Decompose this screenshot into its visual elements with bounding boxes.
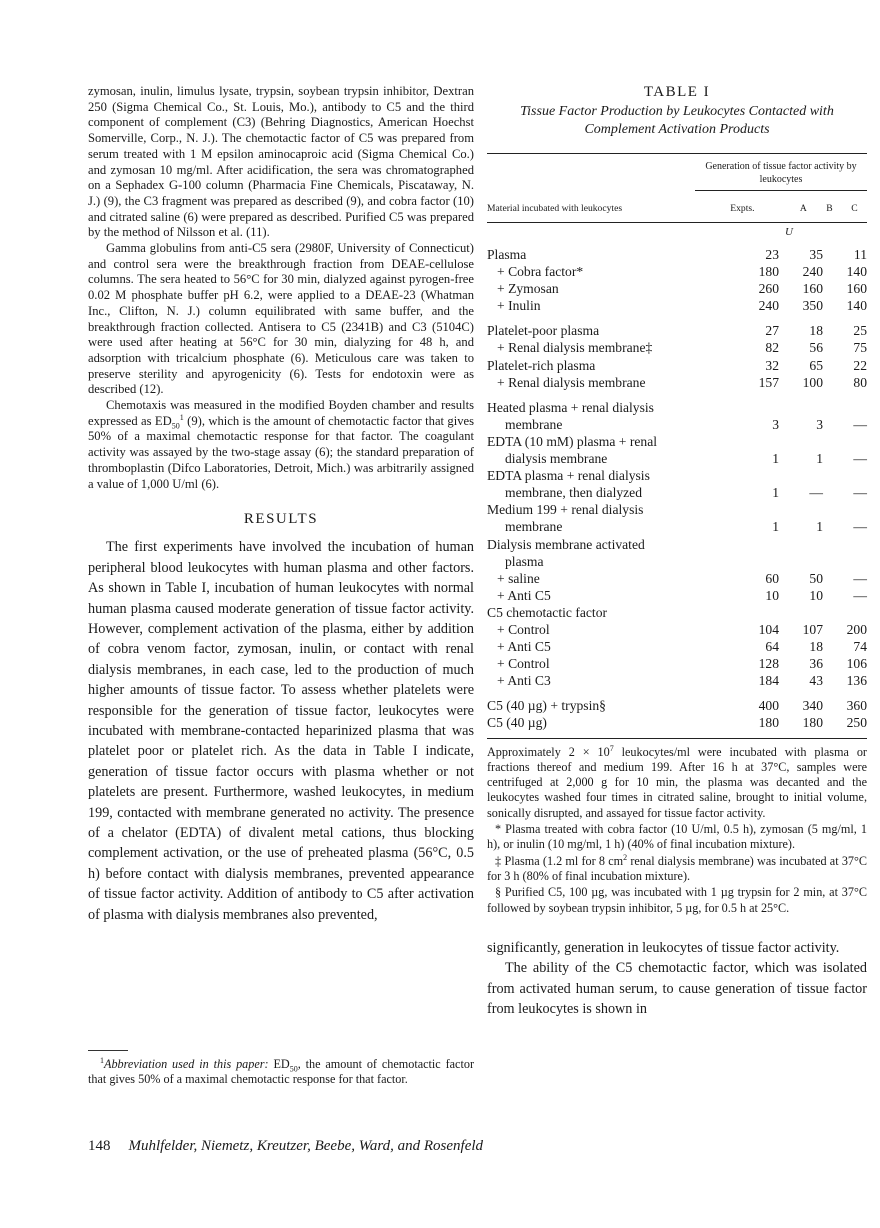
table-bottom-rule [487,738,867,739]
cell-a: 3 [772,416,779,432]
table-row [487,604,867,621]
cell-b: 340 [802,698,823,714]
row-label: + Control [497,621,550,637]
table-row [487,357,867,374]
table-row [487,322,867,339]
cell-c: 75 [853,340,867,356]
methods-paragraph: zymosan, inulin, limulus lysate, trypsin, soybean trypsin inhibitor, Dextran 250 (Sigma Chemical Co., St. Louis, Mo.), antibody to C5 and the third component of complement (C3) (Behring Diagnostics, American Hoechst Somerville, Corp., N. J.). The chemotactic factor of C5 was prepared from serum treated with 1 M epsilon aminocaproic acid (Sigma Chemical Co.) and zymosan 10 mg/ml. After acidification, the sera was chromatographed on a Sephadex G-100 column (Pharmacia Fine Chemicals, Piscataway, N. J.) (9), the C3 fragment was prepared as described (9), and cobra factor (10) and citrated saline (6) were prepared as described. Purified C5 was prepared by the method of Nilsson et al. (11). [88,84,474,240]
row-label: membrane [505,416,563,432]
cell-c: 106 [846,656,867,672]
cell-b: 56 [809,340,823,356]
cell-a: 240 [758,298,779,314]
cell-b: 18 [809,639,823,655]
row-label: Medium 199 + renal dialysis [487,502,644,518]
next-paragraph: The ability of the C5 chemotactic factor, which was isolated from activated human serum, to cause generation of tissue factor from leukocytes is shown in [487,960,867,1018]
table-row [487,655,867,672]
cell-b: 65 [809,357,823,373]
table-row [487,399,867,416]
row-label: + Cobra factor* [497,264,584,280]
cell-c: 140 [846,298,867,314]
continuation-paragraph: significantly, generation in leukocytes of tissue factor activity. [487,939,840,956]
cell-a: 1 [772,485,779,501]
table-row-continuation [487,450,867,467]
cell-b: 100 [802,374,823,390]
page-number: 148 [88,1138,111,1154]
column-header: B [826,203,833,214]
table-row [487,714,867,731]
footnote-rule [88,1050,128,1051]
cell-b: 160 [802,281,823,297]
left-column [88,84,474,925]
results-paragraph: The first experiments have involved the incubation of human peripheral blood leukocytes with human plasma and other factors. As shown in Table I, incubation of human leukocytes with normal human plasma caused moderate generation of tissue factor activity. However, complement activation of the plasma, either by addition of cobra venom factor, zymosan, inulin, or contact with renal dialysis membranes, in each case, led to the production of much higher amounts of tissue factor. To assess whether platelets were responsible for the generation of tissue factor, leukocytes were incubated with membrane-contacted heparinized plasma that was platelet poor or platelet rich. As the data in Table I indicate, generation of tissue factor occurs with plasma whether or not platelets are present. Furthermore, washed leukocytes, in medium 199, contacted with membrane generated no activity. The presence of a chelator (EDTA) of divalent metal cations, thus blocking complement activation, or the use of preheated plasma (56°C, 0.5 h) before contact with dialysis membranes, prevented appearance of tissue factor activity. Addition of antibody to C5 after activation of plasma with dialysis membranes also prevented, [88,539,474,923]
table-label: TABLE I [643,84,711,100]
cell-a: 184 [758,673,779,689]
cell-a: 64 [765,639,779,655]
row-label: + Renal dialysis membrane‡ [497,340,653,356]
table-row [487,263,867,280]
row-label: EDTA (10 mM) plasma + renal [487,433,658,449]
cell-b: 10 [809,587,823,603]
table-row [487,246,867,263]
page-footer [88,1138,483,1155]
footnote-text: $^1$Abbreviation used in this paper: $ED_{50}$, the amount of chemotactic factor that gives 50% of a maximal chemotactic response for that factor. [88,1055,475,1086]
row-label: + Anti C5 [497,587,551,603]
row-label: Plasma [487,247,527,262]
cell-a: 23 [765,247,779,262]
methods-paragraph: Gamma globulins from anti-C5 sera (2980F, University of Connecticut) and control sera were the breakthrough fraction from DEAE-cellulose columns. The sera heated to 56°C for 30 min, dialyzed against pyrogen-free 0.02 M phosphate buffer pH 6.2, were applied to a DEAE-23 (Whatman Inc., Clifton, N. J.) column equilibrated with same buffer, and the breakthrough fraction collected. Antisera to C5 (2341B) and C3 (5104C) were used after heating at 56°C for 30 min, dialyzing for 48 h, and adsorption with tricalcium phosphate (6). Meticulous care was taken to preserve sterility and apyrogenicity (6). Tests for endotoxin were as described (12). [88,241,474,397]
right-column [487,84,867,1019]
row-label: membrane [505,519,563,535]
table-note: * Plasma treated with cobra factor (10 U/ml, 0.5 h), zymosan (5 mg/ml, 1 h), or inulin (10 mg/ml, 1 h) (40% of final incubation mixture). [487,822,867,852]
table-note: § Purified C5, 100 µg, was incubated with 1 µg trypsin for 2 min, at 37°C followed by soybean trypsin inhibitor, 5 µg, for 0.5 h at 25°C. [487,885,867,915]
row-label: + saline [497,570,540,586]
table-row [487,638,867,655]
row-label: C5 (40 µg) [487,715,547,731]
table-row [487,467,867,484]
cell-b: 1 [816,519,823,535]
row-label: membrane, then dialyzed [505,485,643,501]
row-label: dialysis membrane [505,451,608,467]
table-body [487,246,867,732]
cell-a: 32 [765,357,779,373]
cell-a: 1 [772,451,779,467]
table-row [487,621,867,638]
cell-c: — [853,451,867,467]
row-label: C5 (40 µg) + trypsin§ [487,698,606,714]
table-row [487,501,867,518]
cell-c: 360 [846,698,867,714]
row-label: + Anti C5 [497,639,551,655]
cell-b: 35 [809,247,823,262]
table-header [487,154,867,222]
unit-label: U [785,226,793,238]
cell-a: 10 [765,587,779,603]
cell-c: — [853,485,867,501]
row-spacer [487,689,867,697]
row-label: plasma [505,553,544,569]
row-label: Dialysis membrane activated [487,536,645,552]
cell-b: 3 [816,416,823,432]
cell-c: 140 [846,264,867,280]
row-label: + Inulin [497,298,541,314]
row-label: + Zymosan [497,281,559,297]
cell-c: 136 [846,673,867,689]
cell-b: 1 [816,451,823,467]
cell-c: 25 [853,323,867,339]
cell-b: 107 [802,621,823,637]
group-header: Generation of tissue factor activity by leukocytes [695,154,867,191]
table-caption: Tissue Factor Production by Leukocytes Contacted with Complement Activation Products [520,104,834,137]
cell-c: — [853,519,867,535]
running-authors: Muhlfelder, Niemetz, Kreutzer, Beebe, Ward, and Rosenfeld [128,1138,484,1154]
cell-c: — [853,570,867,586]
table-row [487,672,867,689]
cell-a: 82 [765,340,779,356]
cell-a: 400 [758,698,779,714]
row-label: Platelet-poor plasma [487,323,600,339]
cell-b: 36 [809,656,823,672]
cell-c: 22 [853,357,867,373]
table-row [487,374,867,391]
column-header: Expts. [730,203,755,214]
table-row-continuation [487,518,867,535]
table-row [487,339,867,356]
table-note: ‡ Plasma (1.2 ml for 8 $cm^2$ renal dialysis membrane) was incubated at 37°C for 3 h (80% of final incubation mixture). [487,852,868,883]
cell-c: 11 [853,247,867,262]
row-label: + Control [497,656,550,672]
cell-a: 157 [758,374,779,390]
cell-b: 43 [809,673,823,689]
table-notes [487,745,867,916]
cell-c: 80 [853,374,867,390]
cell-a: 260 [758,281,779,297]
table-row [487,697,867,714]
chemotaxis-paragraph: Chemotaxis was measured in the modified Boyden chamber and results expressed as $ED_{50}^1$ (9), which is the amount of chemotactic factor that gives 50% of a maximal chemotactic response for that factor. The coagulant activity was assayed by the two-stage assay (6); the standard preparation of thromboplastin (Difco Laboratories, Detroit, Mich.) was arbitrarily assigned a value of 1,000 U/ml (6). [88,398,475,491]
cell-c: 160 [846,281,867,297]
table-row [487,433,867,450]
cell-c: 74 [853,639,867,655]
row-label: + Anti C3 [497,673,551,689]
table-row-continuation [487,484,867,501]
table-row [487,280,867,297]
cell-a: 128 [758,656,779,672]
cell-a: 1 [772,519,779,535]
cell-b: 180 [802,715,823,731]
cell-a: 180 [758,264,779,280]
cell-c: 250 [846,715,867,731]
table-row [487,570,867,587]
cell-b: 350 [802,298,823,314]
row-label: Heated plasma + renal dialysis [487,399,654,415]
row-label: EDTA plasma + renal dialysis [487,468,650,484]
cell-a: 60 [765,570,779,586]
results-heading: RESULTS [243,511,319,528]
row-label: + Renal dialysis membrane [497,374,646,390]
cell-b: 50 [809,570,823,586]
cell-b: — [809,485,823,501]
table-row [487,297,867,314]
cell-a: 180 [758,715,779,731]
row-spacer [487,314,867,322]
table-note: Approximately $2 \times 10^7$ leukocytes/ml were incubated with plasma or fractions thereof and medium 199. After 16 h at 37°C, samples were centrifuged at 2,000 g for 10 min, the plasma was decanted and the leukocytes washed four times in citrated saline, brought to initial volume, sonically disrupted, and assayed for tissue factor activity. [487,743,867,820]
table-row-continuation [487,553,867,570]
table-row [487,536,867,553]
cell-b: 240 [802,264,823,280]
row-label: C5 chemotactic factor [487,604,608,620]
row-label: Platelet-rich plasma [487,357,596,373]
cell-a: 104 [758,621,779,637]
cell-a: 27 [765,323,779,339]
cell-c: — [853,416,867,432]
column-header: C [851,203,858,214]
table-row [487,587,867,604]
table-row-continuation [487,416,867,433]
footnote [88,1050,474,1087]
row-spacer [487,391,867,399]
cell-c: — [853,587,867,603]
cell-c: 200 [846,621,867,637]
column-header: A [799,203,807,214]
cell-b: 18 [809,323,823,339]
column-header: Material incubated with leukocytes [487,202,623,214]
